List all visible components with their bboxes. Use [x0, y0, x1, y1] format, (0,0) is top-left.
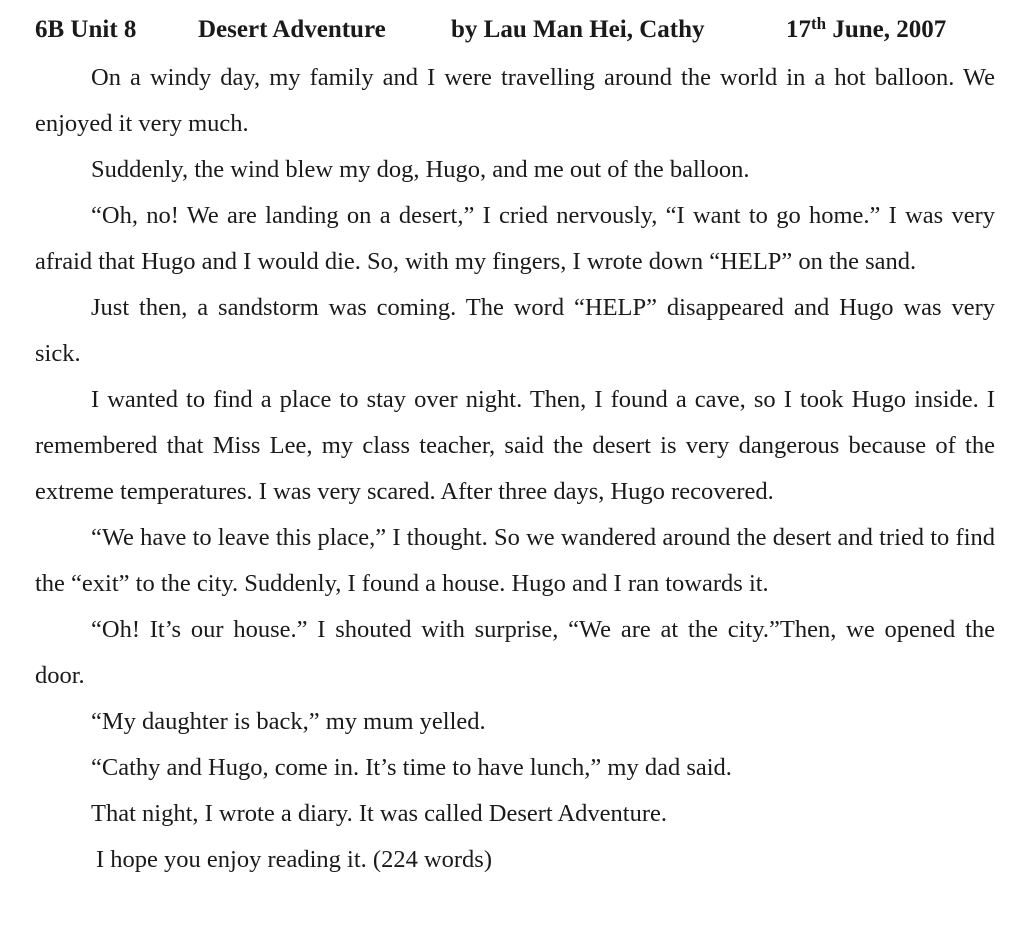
- story-body: [35, 55, 995, 883]
- document-header: [35, 12, 995, 48]
- date-day: 17: [786, 16, 811, 43]
- paragraph: “My daughter is back,” my mum yelled.: [91, 708, 486, 735]
- story-title: Desert Adventure: [198, 16, 386, 43]
- paragraph: Just then, a sandstorm was coming. The word “HELP” disappeared and Hugo was very sick.: [35, 294, 995, 367]
- closing-line: I hope you enjoy reading it. (224 words): [96, 846, 492, 873]
- unit-label: 6B Unit 8: [35, 16, 137, 43]
- paragraph: “Oh, no! We are landing on a desert,” I cried nervously, “I want to go home.” I was very afraid that Hugo and I would die. So, with my fingers, I wrote down “HELP” on the sand.: [35, 202, 995, 275]
- paragraph: I wanted to find a place to stay over night. Then, I found a cave, so I took Hugo inside. I remembered that Miss Lee, my class teacher, said the desert is very dangerous because of the extreme temperatures. I was very scared. After three days, Hugo recovered.: [35, 386, 995, 505]
- paragraph: “Oh! It’s our house.” I shouted with surprise, “We are at the city.”Then, we opened the door.: [35, 616, 995, 689]
- paragraph: Suddenly, the wind blew my dog, Hugo, and me out of the balloon.: [91, 156, 750, 183]
- date-rest: June, 2007: [826, 16, 947, 43]
- paragraph: On a windy day, my family and I were travelling around the world in a hot balloon. We enjoyed it very much.: [35, 64, 995, 137]
- paragraph: “Cathy and Hugo, come in. It’s time to have lunch,” my dad said.: [91, 754, 732, 781]
- date-suffix: th: [811, 14, 827, 33]
- date-line: [786, 12, 946, 50]
- author-line: by Lau Man Hei, Cathy: [451, 16, 705, 43]
- paragraph: “We have to leave this place,” I thought. So we wandered around the desert and tried to find the “exit” to the city. Suddenly, I found a house. Hugo and I ran towards it.: [35, 524, 995, 597]
- paragraph: That night, I wrote a diary. It was called Desert Adventure.: [91, 800, 668, 827]
